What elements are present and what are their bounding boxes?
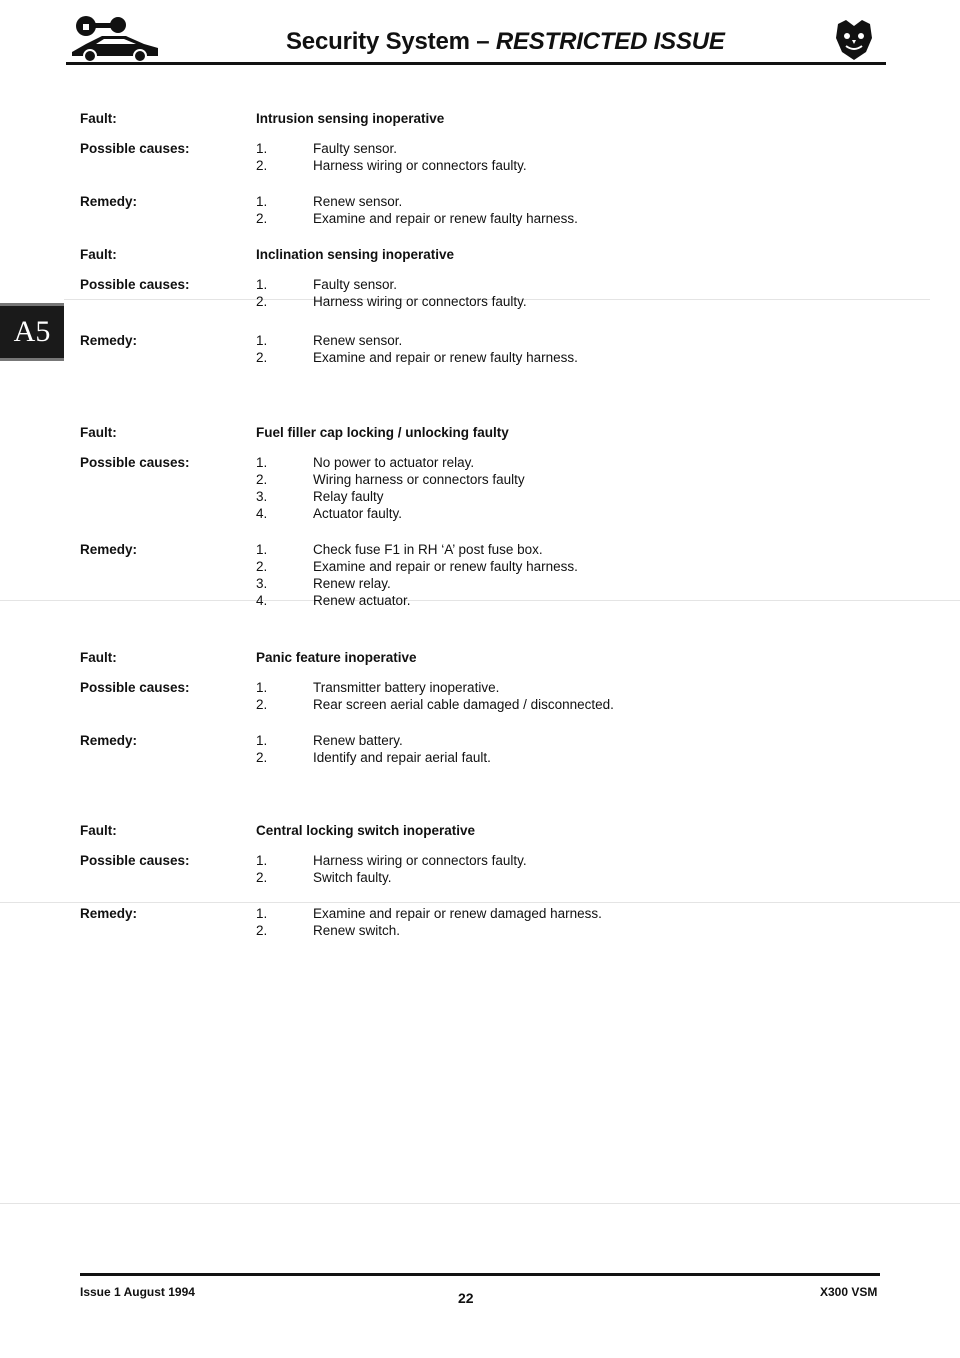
scan-line	[0, 1203, 960, 1204]
cause-item: 1. Transmitter battery inoperative.	[256, 680, 500, 695]
footer-rule	[80, 1273, 880, 1276]
remedy-label: Remedy:	[80, 542, 138, 557]
fault-label: Fault:	[80, 111, 117, 126]
cause-item: 1. Harness wiring or connectors faulty.	[256, 853, 527, 868]
fault-title: Panic feature inoperative	[256, 650, 417, 665]
title-restricted: RESTRICTED ISSUE	[495, 28, 725, 55]
cause-item: 1. No power to actuator relay.	[256, 455, 475, 470]
doc-code: X300 VSM	[820, 1285, 878, 1299]
remedy-item: 2. Examine and repair or renew faulty harness.	[256, 350, 578, 365]
cause-item: 4. Actuator faulty.	[256, 506, 403, 521]
causes-label: Possible causes:	[80, 853, 190, 868]
remedy-item: 4. Renew actuator.	[256, 593, 411, 608]
cause-item: 1. Faulty sensor.	[256, 141, 398, 156]
remedy-item: 2. Identify and repair aerial fault.	[256, 750, 491, 765]
remedy-item: 1. Renew sensor.	[256, 194, 403, 209]
causes-label: Possible causes:	[80, 680, 190, 695]
fault-entry	[80, 822, 880, 939]
fault-entry	[80, 424, 880, 609]
fault-label: Fault:	[80, 247, 117, 262]
remedy-item: 3. Renew relay.	[256, 576, 391, 591]
fault-entry	[80, 110, 880, 227]
header-rule	[66, 62, 886, 65]
remedy-item: 2. Examine and repair or renew faulty harness.	[256, 559, 578, 574]
remedy-item: 1. Renew sensor.	[256, 333, 403, 348]
remedy-item: 1. Renew battery.	[256, 733, 403, 748]
security-car-icon	[66, 14, 162, 64]
cause-item: 2. Harness wiring or connectors faulty.	[256, 158, 527, 173]
issue-date: Issue 1 August 1994	[80, 1285, 195, 1299]
remedy-item: 2. Examine and repair or renew faulty harness.	[256, 211, 578, 226]
cause-item: 2. Switch faulty.	[256, 870, 392, 885]
fault-title: Intrusion sensing inoperative	[256, 111, 445, 126]
remedy-label: Remedy:	[80, 733, 138, 748]
fault-label: Fault:	[80, 425, 117, 440]
remedy-label: Remedy:	[80, 333, 138, 348]
fault-label: Fault:	[80, 650, 117, 665]
remedy-item: 2. Renew switch.	[256, 923, 401, 938]
remedy-item: 1. Check fuse F1 in RH ‘A’ post fuse box.	[256, 542, 543, 557]
page-title	[286, 28, 725, 56]
remedy-label: Remedy:	[80, 194, 138, 209]
fault-table	[80, 110, 880, 939]
fault-entry	[80, 246, 880, 366]
causes-label: Possible causes:	[80, 141, 190, 156]
fault-title: Fuel filler cap locking / unlocking faulty	[256, 425, 509, 440]
cause-item: 2. Harness wiring or connectors faulty.	[256, 294, 527, 309]
page-number: 22	[458, 1290, 474, 1306]
cause-item: 2. Rear screen aerial cable damaged / disconnected.	[256, 697, 614, 712]
section-tab: A5	[0, 303, 64, 361]
fault-entry	[80, 649, 880, 766]
title-main: Security System –	[286, 28, 496, 55]
causes-label: Possible causes:	[80, 277, 190, 292]
cause-item: 1. Faulty sensor.	[256, 277, 398, 292]
causes-label: Possible causes:	[80, 455, 190, 470]
cause-item: 3. Relay faulty	[256, 489, 384, 504]
cause-item: 2. Wiring harness or connectors faulty	[256, 472, 525, 487]
page-header	[0, 0, 960, 70]
remedy-item: 1. Examine and repair or renew damaged harness.	[256, 906, 602, 921]
fault-label: Fault:	[80, 823, 117, 838]
jaguar-emblem-icon	[832, 18, 876, 62]
fault-title: Central locking switch inoperative	[256, 823, 476, 838]
fault-title: Inclination sensing inoperative	[256, 247, 455, 262]
remedy-label: Remedy:	[80, 906, 138, 921]
